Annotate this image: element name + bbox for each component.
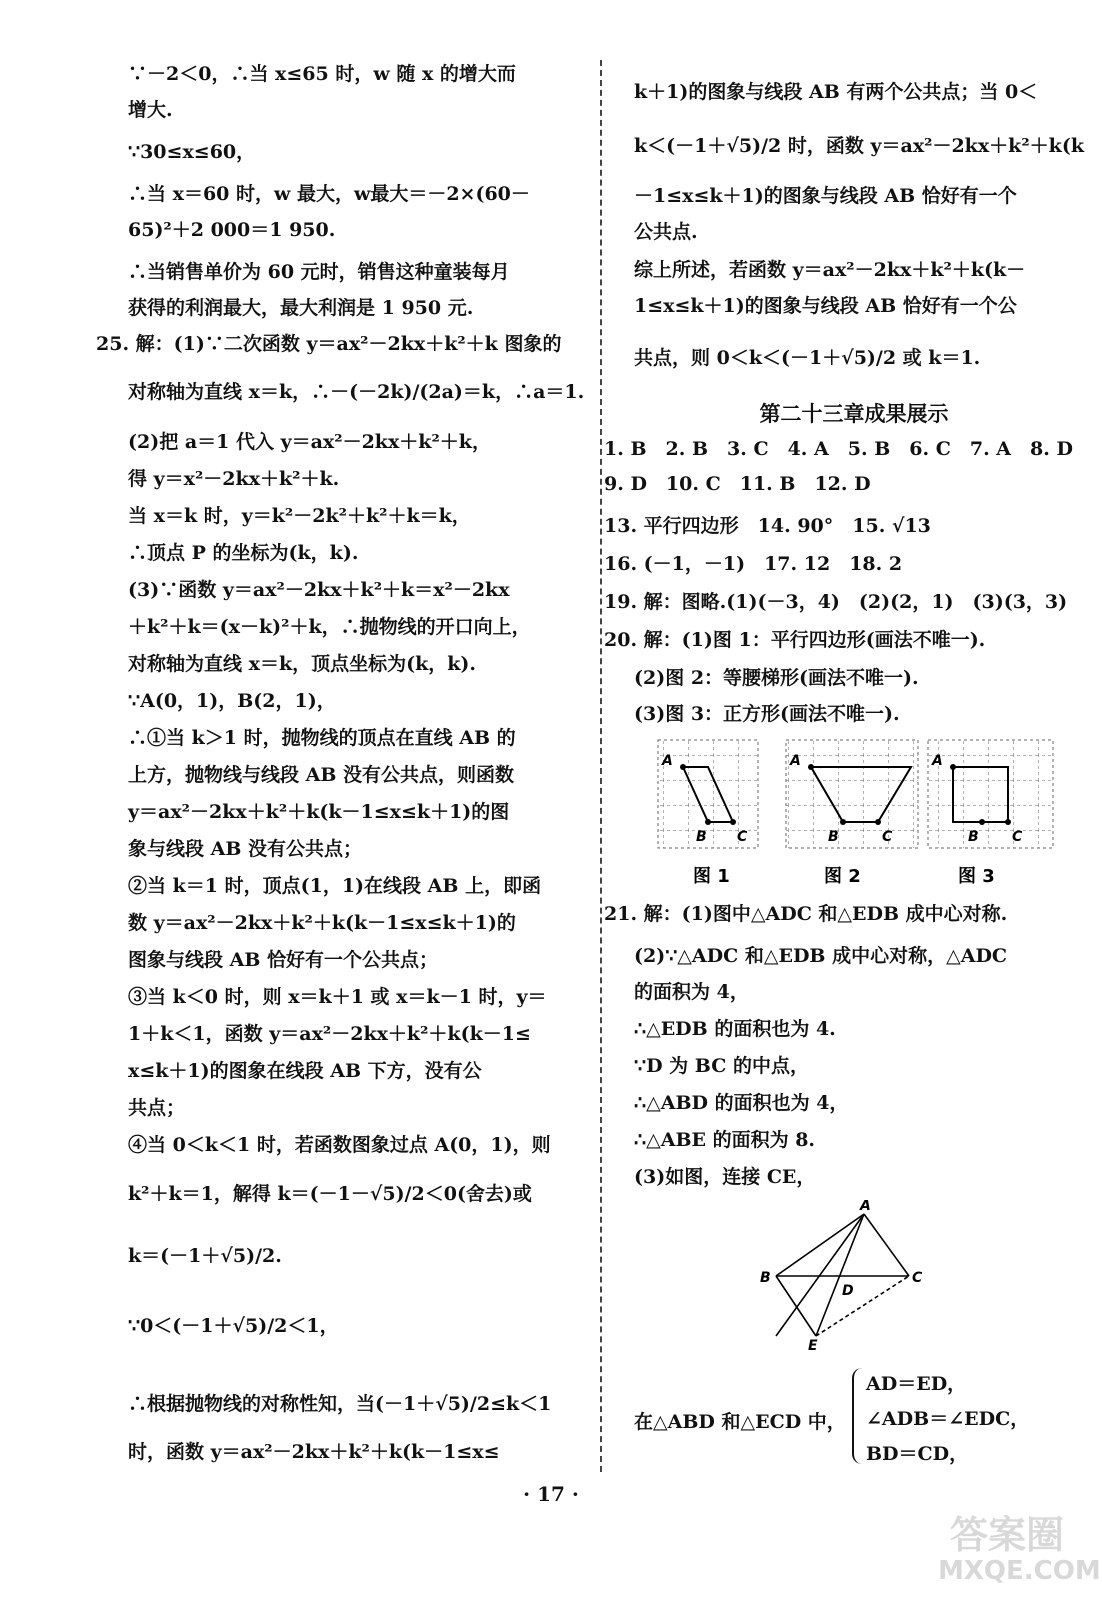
text-line: 上方，抛物线与线段 AB 没有公共点，则函数	[128, 764, 515, 786]
answers-9-12: 9. D 10. C 11. B 12. D	[604, 473, 871, 495]
text-line: x≤k＋1)的图象在线段 AB 下方，没有公	[128, 1060, 482, 1082]
label-a: A	[662, 753, 673, 769]
text-line: (3)∵函数 y＝ax²－2kx＋k²＋k＝x²－2kx	[128, 579, 510, 601]
text-line: 象与线段 AB 没有公共点；	[128, 838, 363, 860]
text-line: ∴顶点 P 的坐标为(k，k).	[128, 542, 359, 564]
text-line: ＋k²＋k＝(x－k)²＋k，∴抛物线的开口向上，	[128, 616, 531, 638]
question-21: 21. 解：(1)图中△ADC 和△EDB 成中心对称.	[604, 903, 1008, 925]
text-line: k＋1)的图象与线段 AB 有两个公共点；当 0＜	[634, 81, 1038, 103]
label-b: B	[828, 829, 839, 845]
text-line: k＜(－1＋√5)/2 时，函数 y＝ax²－2kx＋k²＋k(k	[634, 135, 1084, 157]
label-c: C	[737, 829, 748, 845]
caption-fig3: 图 3	[958, 866, 995, 887]
caption-fig1: 图 1	[693, 866, 730, 887]
text-line: ∵30≤x≤60，	[128, 141, 256, 163]
text-line: ∵D 为 BC 的中点，	[634, 1055, 809, 1077]
text-line: y＝ax²－2kx＋k²＋k(k－1≤x≤k＋1)的图	[128, 801, 510, 823]
label-c: C	[1012, 829, 1023, 845]
text-line: (3)如图，连接 CE，	[634, 1166, 816, 1188]
text-line: ∴当 x＝60 时，w 最大，w最大＝－2×(60－	[128, 183, 530, 205]
text-line: －1≤x≤k＋1)的图象与线段 AB 恰好有一个	[634, 185, 1017, 207]
answers-13-15: 13. 平行四边形 14. 90° 15. √13	[604, 515, 931, 537]
label-b: B	[696, 829, 707, 845]
watermark-logo	[932, 1500, 1101, 1590]
condition-line: AD＝ED，	[866, 1373, 967, 1395]
watermark-top: 答案圈	[950, 1513, 1065, 1557]
answers-16-18: 16. (－1，－1) 17. 12 18. 2	[604, 553, 903, 575]
label-a: A	[860, 1200, 871, 1214]
figure-3-square	[928, 740, 1053, 848]
label-b: B	[760, 1270, 771, 1286]
text-line: ∴①当 k＞1 时，抛物线的顶点在直线 AB 的	[128, 727, 516, 749]
text-line: 增大.	[128, 99, 173, 121]
label-a: A	[790, 753, 801, 769]
text-line: 65)²＋2 000＝1 950.	[128, 219, 336, 241]
figure-2-trapezoid	[786, 740, 918, 848]
condition-line: BD＝CD，	[866, 1443, 969, 1465]
text-line: (2)把 a＝1 代入 y＝ax²－2kx＋k²＋k，	[128, 431, 491, 453]
text-line: ③当 k＜0 时，则 x＝k＋1 或 x＝k－1 时，y＝	[128, 986, 547, 1008]
text-line: (3)图 3：正方形(画法不唯一).	[634, 703, 900, 725]
column-divider	[600, 60, 602, 1472]
text-line: ∵0＜(－1＋√5)/2＜1，	[128, 1315, 339, 1337]
answers-1-8: 1. B 2. B 3. C 4. A 5. B 6. C 7. A 8. D	[604, 438, 1073, 460]
text-line: 获得的利润最大，最大利润是 1 950 元.	[128, 297, 474, 319]
label-c: C	[882, 829, 893, 845]
question-19: 19. 解：图略.(1)(－3，4) (2)(2，1) (3)(3，3)	[604, 591, 1068, 613]
label-a: A	[932, 753, 943, 769]
triangle-figure	[754, 1200, 934, 1350]
condition-line: ∠ADB＝∠EDC，	[866, 1408, 1030, 1430]
text-line: ∵－2＜0，∴当 x≤65 时，w 随 x 的增大而	[128, 63, 516, 85]
label-e: E	[808, 1338, 818, 1350]
text-line: 共点；	[128, 1097, 186, 1119]
text-line: ∴△EDB 的面积也为 4.	[634, 1018, 836, 1040]
text-line: ②当 k＝1 时，顶点(1，1)在线段 AB 上，即函	[128, 875, 542, 897]
question-25: 25. 解：(1)∵二次函数 y＝ax²－2kx＋k²＋k 图象的	[96, 333, 562, 355]
text-line: 公共点.	[634, 221, 698, 243]
text-line: 综上所述，若函数 y＝ax²－2kx＋k²＋k(k－	[634, 259, 1026, 281]
text-line: k²＋k＝1，解得 k＝(－1－√5)/2＜0(舍去)或	[128, 1183, 532, 1205]
system-brace	[852, 1368, 866, 1464]
text-line: 得 y＝x²－2kx＋k²＋k.	[128, 468, 340, 490]
question-20: 20. 解：(1)图 1：平行四边形(画法不唯一).	[604, 629, 986, 651]
text-line: 时，函数 y＝ax²－2kx＋k²＋k(k－1≤x≤	[128, 1441, 500, 1463]
text-line: 共点，则 0＜k＜(－1＋√5)/2 或 k＝1.	[634, 347, 981, 369]
grid-figures	[638, 730, 1078, 900]
text-line: 1＋k＜1，函数 y＝ax²－2kx＋k²＋k(k－1≤	[128, 1023, 531, 1045]
text-line: ∴当销售单价为 60 元时，销售这种童装每月	[128, 261, 510, 283]
text-line: ∵A(0，1)，B(2，1)，	[128, 690, 336, 712]
text-line: 数 y＝ax²－2kx＋k²＋k(k－1≤x≤k＋1)的	[128, 912, 516, 934]
text-line: ④当 0＜k＜1 时，若函数图象过点 A(0，1)，则	[128, 1134, 551, 1156]
label-c: C	[912, 1270, 923, 1286]
watermark-bottom: MXQE.COM	[938, 1556, 1101, 1586]
text-line: 对称轴为直线 x＝k，∴－(－2k)/(2a)＝k，∴a＝1.	[128, 381, 585, 403]
text-line: 1≤x≤k＋1)的图象与线段 AB 恰好有一个公	[634, 295, 1017, 317]
text-line: 图象与线段 AB 恰好有一个公共点；	[128, 949, 439, 971]
text-line: ∴△ABD 的面积也为 4，	[634, 1092, 849, 1114]
text-line: (2)图 2：等腰梯形(画法不唯一).	[634, 667, 919, 689]
figure-1-parallelogram	[658, 740, 758, 848]
label-b: B	[968, 829, 979, 845]
text-line: 的面积为 4，	[634, 981, 749, 1003]
text-line: ∴根据抛物线的对称性知，当(－1＋√5)/2≤k＜1	[128, 1393, 552, 1415]
page-number: · 17 ·	[523, 1482, 579, 1506]
text-line: ∴△ABE 的面积为 8.	[634, 1129, 816, 1151]
text-line: (2)∵△ADC 和△EDB 成中心对称，△ADC	[634, 945, 1008, 967]
caption-fig2: 图 2	[824, 866, 861, 887]
text-line: 对称轴为直线 x＝k，顶点坐标为(k，k).	[128, 653, 477, 675]
chapter-title: 第二十三章成果展示	[759, 401, 949, 426]
text-line: k＝(－1＋√5)/2.	[128, 1245, 282, 1267]
text-line: 当 x＝k 时，y＝k²－2k²＋k²＋k＝k，	[128, 505, 471, 527]
text-line: 在△ABD 和△ECD 中，	[634, 1411, 846, 1433]
label-d: D	[842, 1283, 854, 1299]
